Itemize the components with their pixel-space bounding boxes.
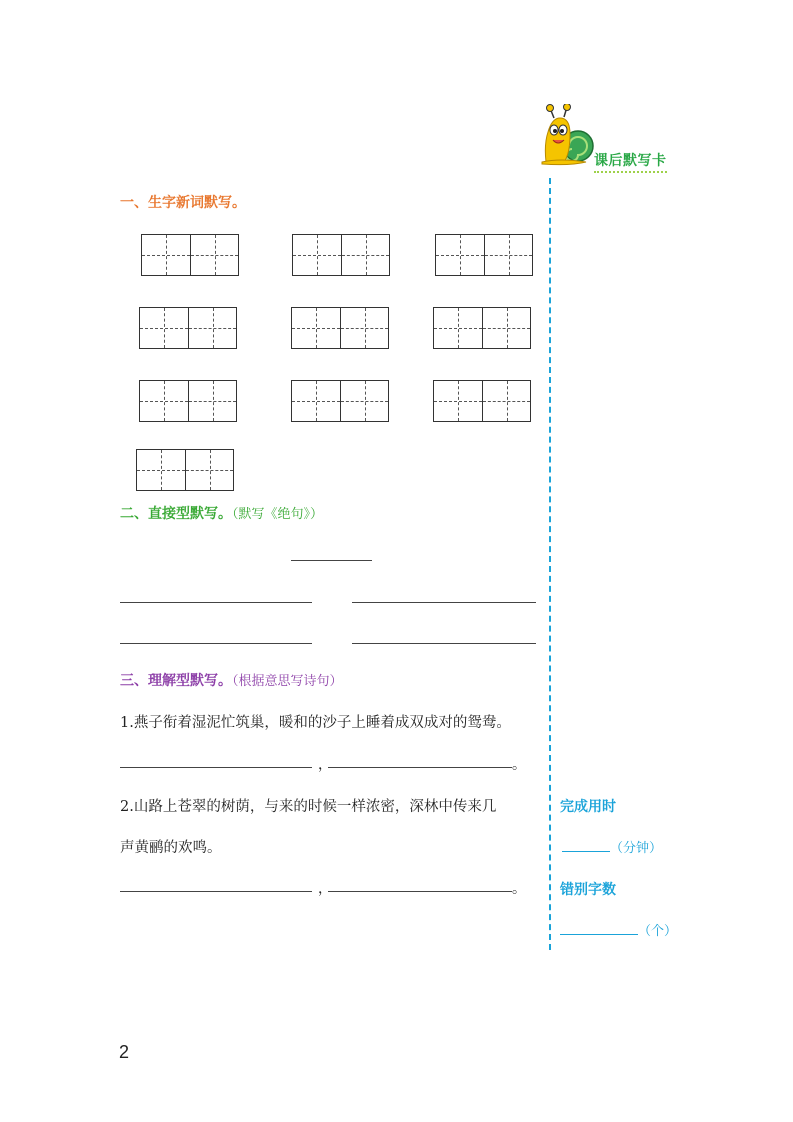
q2-answer-line-1[interactable] [120,891,312,892]
char-grid-2[interactable] [292,234,390,276]
section2-title [120,503,323,523]
char-grid-8[interactable] [291,380,389,422]
completion-time-line[interactable] [562,851,610,852]
snail-mascot-icon [540,104,596,166]
q1-answer-line-2[interactable] [328,767,512,768]
card-title: 课后默写卡 [594,150,667,173]
q2-answer-line-2[interactable] [328,891,512,892]
poem-line-3[interactable] [120,643,312,644]
section3-title-text: 三、理解型默写。 [120,673,232,689]
page-number: 2 [119,1042,130,1062]
q2-period: 。 [512,881,526,897]
poem-line-1[interactable] [120,602,312,603]
question-1-text: 1.燕子衔着湿泥忙筑巢，暖和的沙子上睡着成双成对的鸳鸯。 [120,715,511,731]
error-count-unit: （个） [638,924,678,939]
sidebar-divider [549,178,551,950]
section2-note: （默写《绝句》） [232,507,324,522]
poem-line-4[interactable] [352,643,536,644]
section3-note: （根据意思写诗句） [232,674,343,689]
completion-time-label: 完成用时 [560,799,616,815]
error-count-line[interactable] [560,934,638,935]
q2-comma: ， [318,881,332,897]
char-grid-3[interactable] [435,234,533,276]
poem-title-line[interactable] [291,560,372,561]
error-count-label: 错别字数 [560,882,616,898]
char-grid-10[interactable] [136,449,234,491]
completion-time-unit: （分钟） [610,841,663,856]
q1-answer-line-1[interactable] [120,767,312,768]
char-grid-4[interactable] [139,307,237,349]
q1-period: 。 [512,757,526,773]
section2-title-text: 二、直接型默写。 [120,506,232,522]
char-grid-9[interactable] [433,380,531,422]
char-grid-7[interactable] [139,380,237,422]
q1-comma: ， [318,757,332,773]
question-2-text-line1: 2.山路上苍翠的树荫，与来的时候一样浓密，深林中传来几 [120,799,497,815]
char-grid-6[interactable] [433,307,531,349]
section1-title: 一、生字新词默写。 [120,195,246,211]
char-grid-5[interactable] [291,307,389,349]
poem-line-2[interactable] [352,602,536,603]
char-grid-1[interactable] [141,234,239,276]
question-2-text-line2: 声黄鹂的欢鸣。 [120,840,222,856]
section3-title [120,670,343,690]
